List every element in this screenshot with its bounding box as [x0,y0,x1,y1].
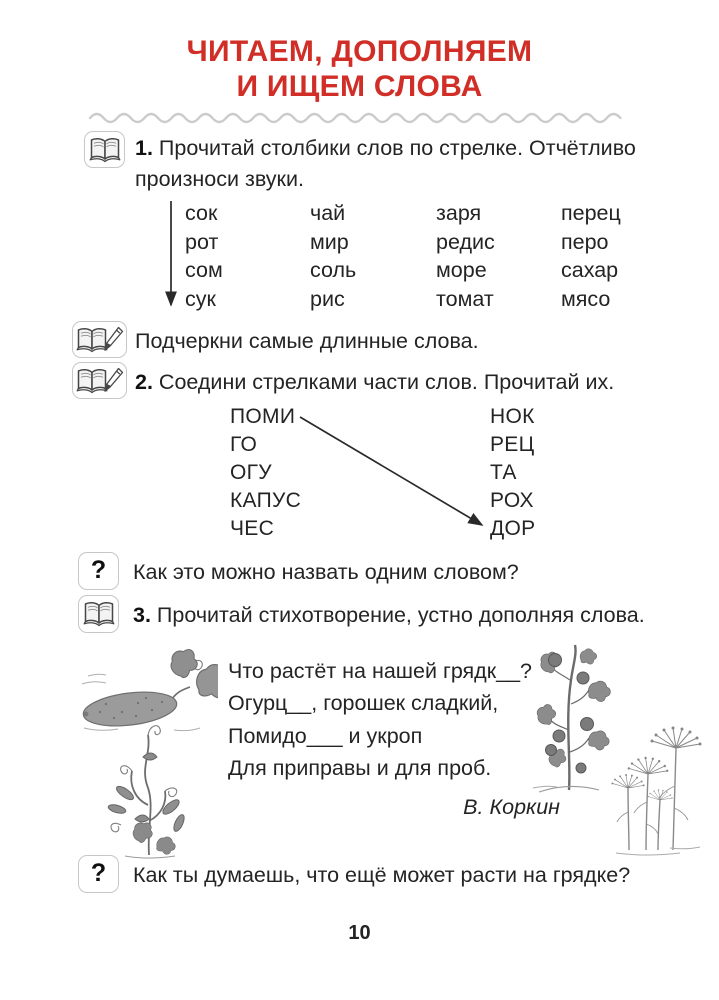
word-part: РЕЦ [490,432,535,456]
word: рис [310,286,345,311]
word: чай [310,201,346,225]
word: перец [561,201,621,225]
question2-text: Как ты думаешь, что ещё может расти на грядке? [133,863,631,887]
word: мясо [561,286,611,311]
word: томат [436,286,494,311]
page-title-line2: И ИЩЕМ СЛОВА [236,70,483,103]
task1-instruction [135,133,663,194]
task2-instruction [135,367,614,398]
word-column-2 [310,199,356,313]
word-part: ПОМИ [230,405,296,428]
word: море [436,258,487,283]
question1-text: Как это можно назвать одним словом? [133,560,519,584]
word-part: ОГУ [230,460,272,484]
poem-line: Для приправы и для проб. [228,755,492,780]
task3-number: 3. [133,603,151,627]
task3-instruction [133,600,645,631]
word-part: РОХ [490,488,534,512]
open-book-icon [84,131,125,168]
poem-line: Помидо___ и укроп [228,723,423,748]
word: рот [185,229,219,254]
word-part: ЧЕС [230,516,275,540]
task3-text: Прочитай стихотворение, устно дополняя слова. [156,603,645,627]
word-part: ГО [230,432,258,456]
underline-task-instruction [135,326,479,357]
pea-plant-illustration [95,713,203,859]
task2-number: 2. [135,370,153,394]
question-mark-icon: ? [78,552,119,590]
word-part: ТА [490,460,517,484]
underline-task-text: Подчеркни самые длинные слова. [135,329,479,353]
word: сук [185,286,216,311]
connect-example-arrow [296,409,496,537]
dill-plant-illustration [600,716,712,856]
read-direction-arrow [165,199,179,317]
page-number: 10 [348,922,371,944]
book-and-pencil-icon [72,321,127,358]
page-title-line1: ЧИТАЕМ, ДОПОЛНЯЕМ [186,35,533,68]
task1-text: Прочитай столбики слов по стрелке. Отчётливо произноси звуки. [135,136,636,191]
word-column-3 [436,199,495,313]
word: перо [561,229,609,254]
word-parts-right-column [490,403,535,543]
word-parts-left-column [230,403,301,543]
word-part: КАПУС [230,488,302,512]
word: соль [310,258,357,283]
word: сахар [561,258,619,283]
word-column-4 [561,199,621,313]
word: редис [436,229,495,254]
word: сок [185,201,218,225]
word: заря [436,201,482,225]
word: мир [310,229,349,254]
word-column-1 [185,199,223,313]
poem-line: Что растёт на нашей грядк__? [228,659,533,683]
question-mark-icon: ? [78,855,119,893]
word-part: ДОР [490,516,536,540]
page-title [0,34,719,104]
word: сом [185,258,223,283]
book-and-pencil-icon [72,362,127,399]
task1-number: 1. [135,136,153,160]
wavy-divider [88,109,633,125]
task2-text: Соедини стрелками части слов. Прочитай их. [158,370,615,394]
word-part: НОК [490,405,535,428]
open-book-icon [78,595,119,633]
poem [228,655,560,823]
poem-author: В. Коркин [463,795,560,820]
poem-line: Огурц__, горошек сладкий, [228,691,499,716]
